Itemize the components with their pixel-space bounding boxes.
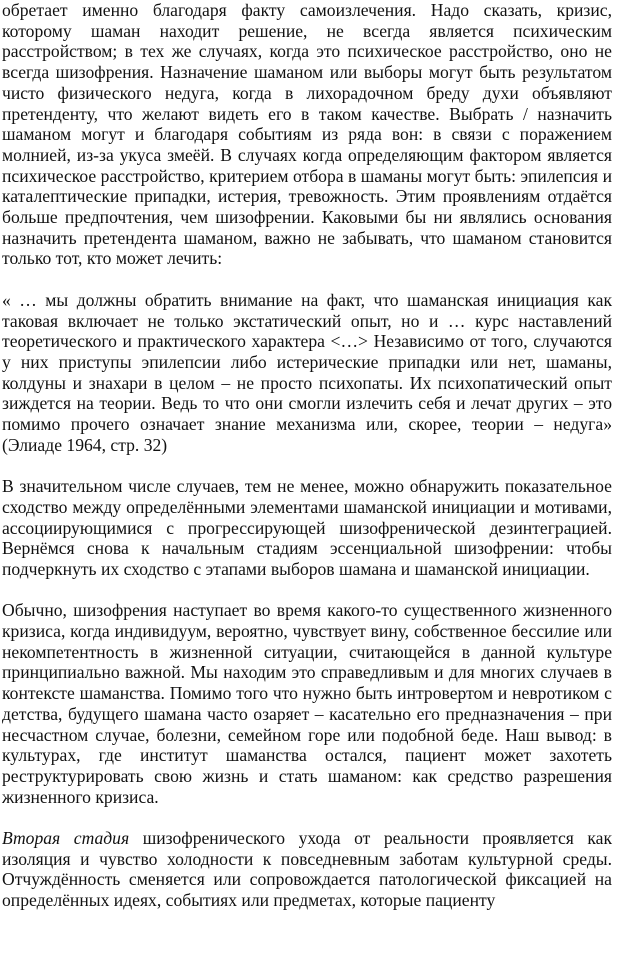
paragraph-gap	[2, 455, 612, 476]
paragraph-3	[2, 476, 612, 580]
paragraph-4	[2, 600, 612, 807]
paragraph-5	[2, 828, 612, 911]
paragraph-5-text: шизофренического ухода от реальности проявляется как изоляция и чувство холодности к повседневным заботам культурной среды. Отчуждённость сменяется или сопровождается патологической фиксацией на определённых идеях, событиях или предметах, которые пациенту	[2, 828, 613, 911]
paragraph-1-text: обретает именно благодаря факту самоизлечения. Надо сказать, кризис, которому шаман находит решение, не всегда является психическим расстройством; в тех же случаях, когда это психическое расстройство, оно не всегда шизофрения. Назначение шаманом или выборы могут быть результатом чисто физического недуга, когда в лихорадочном бреду духи объявляют претенденту, что желают видеть его в таком качестве. Выбрать / назначить шаманом могут и благодаря событиям из ряда вон: в связи с поражением молнией, из-за укуса змеёй. В случаях когда определяющим фактором является психическое расстройство, критерием отбора в шаманы могут быть: эпилепсия и каталептические припадки, истерия, тревожность. Этим проявлениям отдаётся больше предпочтения, чем шизофрении. Каковыми бы ни являлись основания назначить претендента шаманом, важно не забывать, что шаманом становится только тот, кто может лечить:	[2, 0, 612, 269]
paragraph-5-italic-lead: Вторая стадия	[2, 828, 130, 849]
paragraph-gap	[2, 580, 612, 601]
paragraph-gap	[2, 269, 612, 290]
paragraph-2-text: « … мы должны обратить внимание на факт, что шаманская инициация как таковая включает не только экстатический опыт, но и … курс наставлений теоретического и практического характера <…> Независимо от того, случаются у них приступы эпилепсии либо истерические припадки или нет, шаманы, колдуны и знахари в целом – не просто психопаты. Их психопатический опыт зиждется на теории. Ведь то что они смогли излечить себя и лечат других – это помимо прочего означает знание механизма или, скорее, теории – недуга» (Элиаде 1964, стр. 32)	[2, 289, 612, 455]
paragraph-gap	[2, 807, 612, 828]
paragraph-3-text: В значительном числе случаев, тем не менее, можно обнаружить показательное сходство между определёнными элементами шаманской инициации и мотивами, ассоциирующимися с прогрессирующей шизофренической дезинтеграцией. Вернёмся снова к начальным стадиям эссенциальной шизофрении: чтобы подчеркнуть их сходство с этапами выборов шамана и шаманской инициации.	[2, 476, 612, 579]
paragraph-2-quote	[2, 290, 612, 456]
paragraph-4-text: Обычно, шизофрения наступает во время какого-то существенного жизненного кризиса, когда индивидуум, вероятно, чувствует вину, собственное бессилие или некомпетентность в жизненной ситуации, считающейся в данной культуре принципиально важной. Мы находим это справедливым и для многих случаев в контексте шаманства. Помимо того что нужно быть интровертом и невротиком с детства, будущего шамана часто озаряет – касательно его предназначения – при несчастном случае, болезни, семейном горе или подобной беде. Наш вывод: в культурах, где институт шаманства остался, пациент может захотеть реструктурировать свою жизнь и стать шаманом: как средство разрешения жизненного кризиса.	[2, 600, 612, 807]
paragraph-1	[2, 0, 612, 269]
